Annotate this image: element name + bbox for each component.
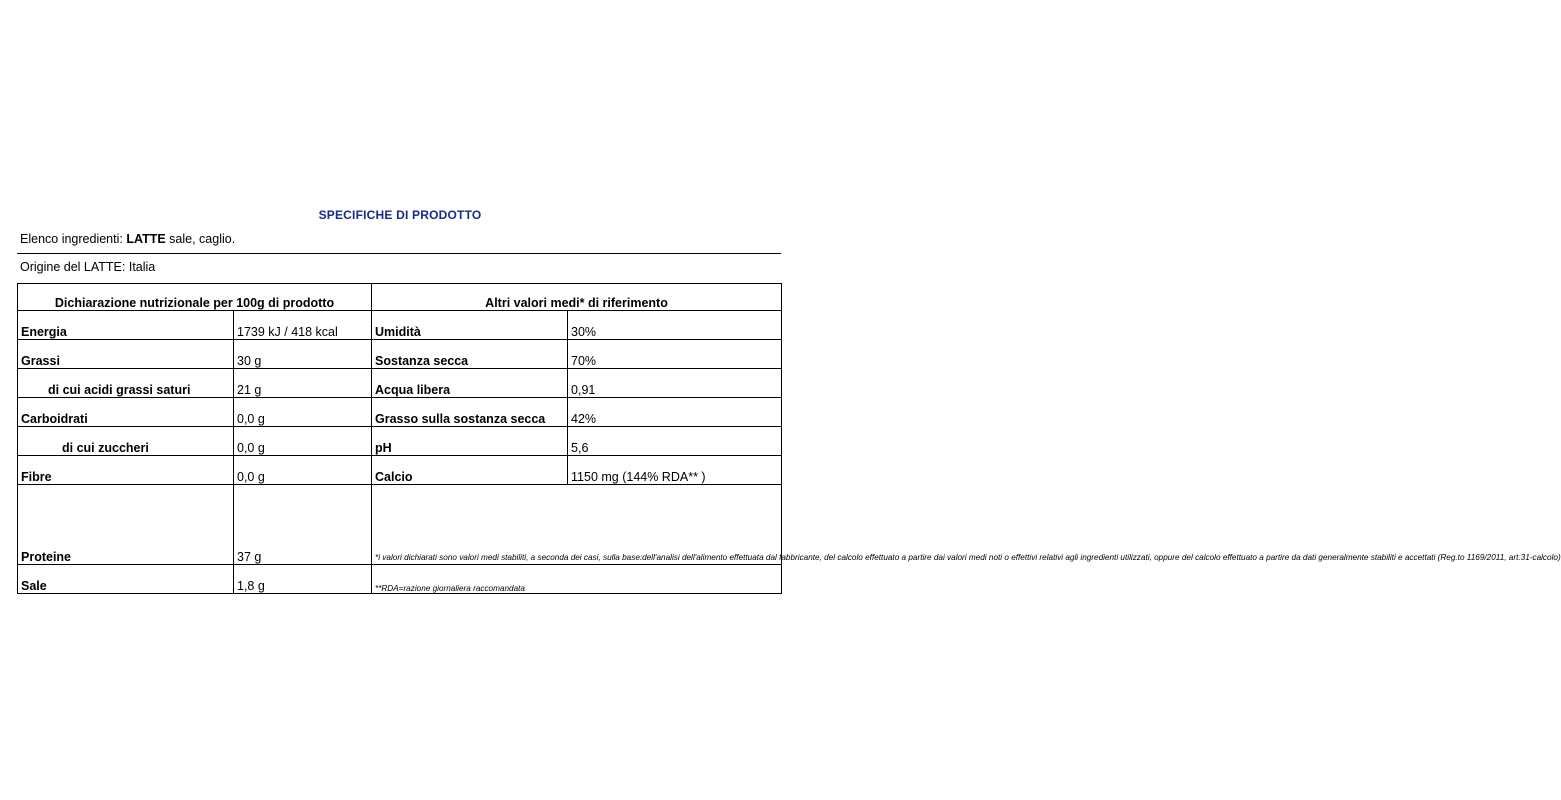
other-label: Grasso sulla sostanza secca: [372, 398, 568, 427]
nutrient-value: 1,8 g: [234, 565, 372, 594]
other-label: Calcio: [372, 456, 568, 485]
ingredients-highlight: LATTE: [126, 232, 166, 246]
nutrient-value: 37 g: [234, 485, 372, 565]
other-value: 42%: [568, 398, 782, 427]
other-value: 1150 mg (144% RDA** ): [568, 456, 782, 485]
footnote: *i valori dichiarati sono valori medi stabiliti, a seconda dei casi, sulla base:dell'analisi dell'alimento effettuata dal fabbricante, del calcolo effettuato a partire dai valori medi noti o effettivi relativi agli ingredienti utilizzati, oppure del calcolo effettuato a partire da dati generalmente stabiliti e accettati (Reg.to 1169/2011, art.31-calcolo): [372, 485, 782, 565]
other-value: 0,91: [568, 369, 782, 398]
ingredients-line: [20, 232, 235, 246]
nutrient-label: Proteine: [18, 485, 234, 565]
other-value: 30%: [568, 311, 782, 340]
origin-label: Origine del LATTE:: [20, 260, 126, 274]
left-header: Dichiarazione nutrizionale per 100g di prodotto: [18, 284, 372, 311]
other-label: Sostanza secca: [372, 340, 568, 369]
ingredients-rest: sale, caglio.: [165, 232, 236, 246]
other-value: 5,6: [568, 427, 782, 456]
nutrient-label: Fibre: [18, 456, 234, 485]
nutrient-label: di cui zuccheri: [18, 427, 234, 456]
other-label: Umidità: [372, 311, 568, 340]
right-header: Altri valori medi* di riferimento: [372, 284, 782, 311]
ingredients-label: Elenco ingredienti:: [20, 232, 123, 246]
nutrient-value: 0,0 g: [234, 398, 372, 427]
page-title: SPECIFICHE DI PRODOTTO: [318, 208, 482, 222]
nutrient-label: Grassi: [18, 340, 234, 369]
nutrient-value: 21 g: [234, 369, 372, 398]
divider: [17, 253, 781, 254]
origin-line: [20, 260, 155, 274]
nutrient-label: Energia: [18, 311, 234, 340]
nutrient-value: 0,0 g: [234, 427, 372, 456]
other-label: pH: [372, 427, 568, 456]
other-label: Acqua libera: [372, 369, 568, 398]
nutrient-value: 1739 kJ / 418 kcal: [234, 311, 372, 340]
nutrient-label: Carboidrati: [18, 398, 234, 427]
nutrient-label: di cui acidi grassi saturi: [18, 369, 234, 398]
nutrient-value: 30 g: [234, 340, 372, 369]
nutrition-table: [17, 283, 1561, 594]
nutrient-label: Sale: [18, 565, 234, 594]
other-value: 70%: [568, 340, 782, 369]
nutrient-value: 0,0 g: [234, 456, 372, 485]
origin-value: Italia: [125, 260, 156, 274]
rda-note: **RDA=razione giornaliera raccomandata: [372, 565, 782, 594]
